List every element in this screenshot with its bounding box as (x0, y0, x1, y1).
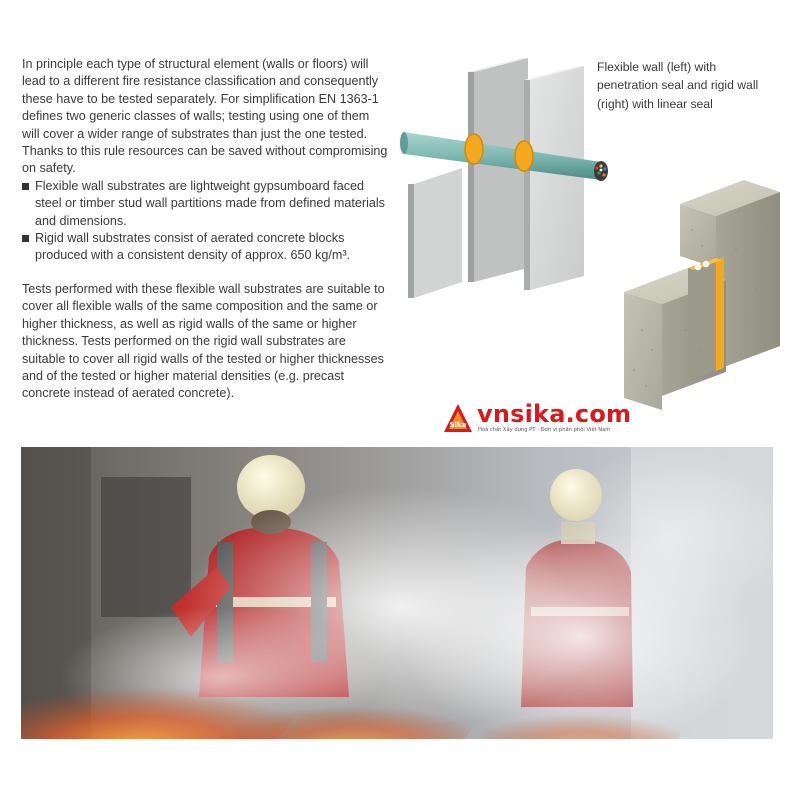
sika-logo-text: Sika (449, 421, 467, 429)
sika-logo-icon (443, 403, 473, 433)
gypsum-panel-front (524, 66, 584, 290)
bullet-flexible-wall: Flexible wall substrates are lightweight gypsumboard faced steel or timber stud wall partitions made from defined materials and dimensions. (22, 178, 390, 230)
rigid-block-wall (624, 180, 780, 410)
wall-substrates-illustration (396, 50, 800, 410)
wall-types-list (22, 178, 390, 265)
watermark-tagline: Hoá chất Xây dựng PT - Đơn vị phân phối Việt Nam (478, 427, 611, 433)
paragraph-tests: Tests performed with these flexible wall substrates are suitable to cover all flexible walls of the same composition and the same or higher thickness, as well as rigid walls of the same or higher thickness. Tests performed on the rigid wall substrates are suitable to cover all rigid walls of the tested or higher thicknesses and of the tested or higher material densities (e.g. precast concrete instead of aerated concrete). (22, 281, 385, 401)
watermark-name: vnsika.com (477, 400, 632, 428)
gypsum-panel-back (468, 58, 528, 282)
gypsum-panel-lower (408, 168, 462, 298)
body-text (22, 56, 390, 403)
bullet-rigid-wall: Rigid wall substrates consist of aerated concrete blocks produced with a consistent density of approx. 650 kg/m³. (22, 230, 390, 265)
figure-caption: Flexible wall (left) with penetration seal and rigid wall (right) with linear seal (597, 60, 759, 111)
paragraph-intro: In principle each type of structural element (walls or floors) will lead to a different fire resistance classification and consequently these have to be tested separately. For simplification EN 1363-1 defines two generic classes of walls; testing using one of them will cover a wider range of substrates than just the one tested. Thanks to this rule resources can be saved without compromising on safety. (22, 57, 388, 176)
firefighters-photo (21, 447, 773, 739)
vnsika-watermark (443, 401, 643, 435)
